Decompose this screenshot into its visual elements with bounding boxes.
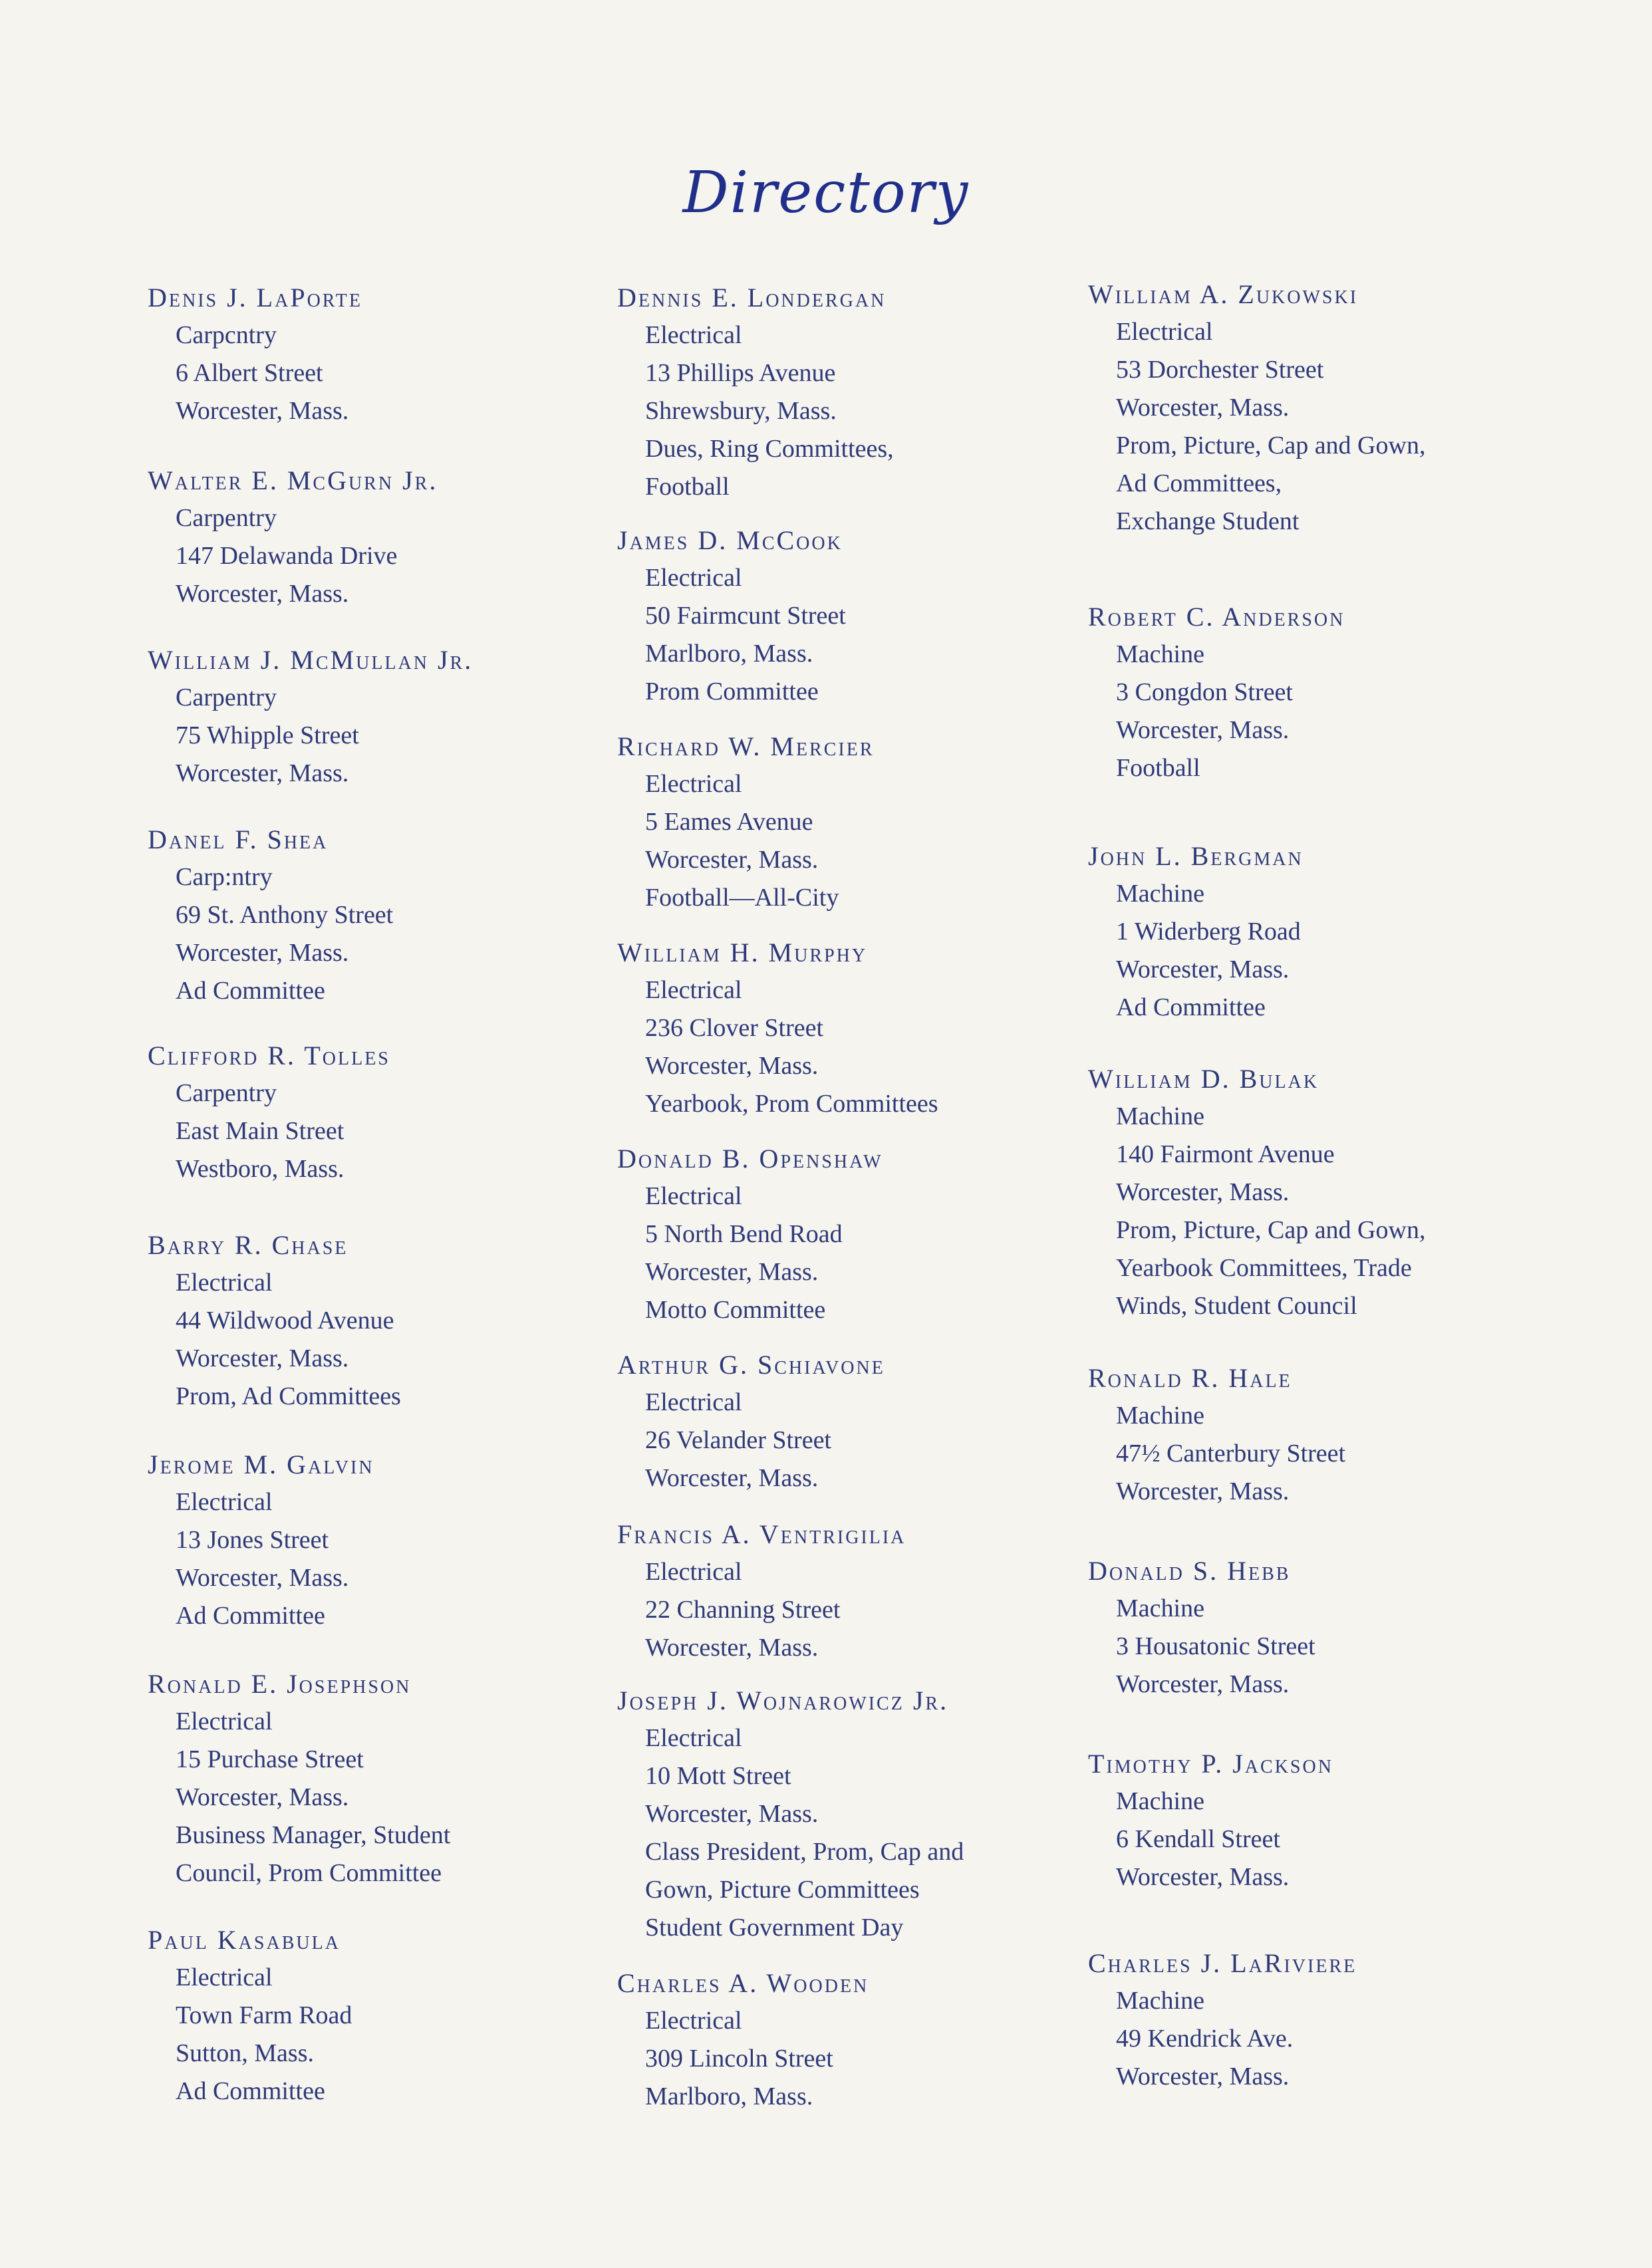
entry-line: 236 Clover Street bbox=[645, 1014, 824, 1042]
entry-line: Gown, Picture Committees bbox=[645, 1876, 920, 1904]
entry-line: Machine bbox=[1116, 1787, 1204, 1815]
directory-entry bbox=[617, 1140, 1123, 1329]
entry-line: Machine bbox=[1116, 1402, 1204, 1430]
entry-line: Marlboro, Mass. bbox=[645, 2082, 813, 2110]
entry-line: Worcester, Mass. bbox=[1116, 1178, 1290, 1206]
entry-line: Marlboro, Mass. bbox=[645, 640, 813, 668]
entry-line: Electrical bbox=[645, 1388, 742, 1416]
entry-line: 13 Phillips Avenue bbox=[645, 359, 836, 387]
entry-line: 49 Kendrick Ave. bbox=[1116, 2025, 1294, 2053]
directory-entry bbox=[148, 279, 653, 430]
entry-line: 15 Purchase Street bbox=[176, 1745, 364, 1773]
directory-entry bbox=[148, 821, 653, 1010]
entry-line: Exchange Student bbox=[1116, 507, 1300, 535]
entry-line: Ad Committee bbox=[176, 2077, 325, 2105]
directory-entry bbox=[148, 462, 653, 613]
entry-line: Motto Committee bbox=[645, 1296, 826, 1324]
entry-line: Machine bbox=[1116, 640, 1204, 668]
entry-line: Business Manager, Student bbox=[176, 1821, 451, 1849]
entry-line: 140 Fairmont Avenue bbox=[1116, 1140, 1335, 1168]
entry-line: Electrical bbox=[645, 564, 742, 592]
entry-line: Football—All-City bbox=[645, 884, 839, 912]
entry-line: 3 Congdon Street bbox=[1116, 678, 1293, 706]
entry-name: Clifford R. Tolles bbox=[148, 1041, 390, 1071]
entry-line: Carpcntry bbox=[176, 321, 277, 349]
entry-line: Dues, Ring Committees, bbox=[645, 435, 894, 463]
entry-name: Joseph J. Wojnarowicz Jr. bbox=[617, 1686, 949, 1715]
entry-line: 13 Jones Street bbox=[176, 1526, 329, 1554]
directory-entry bbox=[617, 1965, 1123, 2116]
entry-line: Electrical bbox=[645, 770, 742, 798]
directory-entry bbox=[148, 1227, 653, 1416]
entry-line: Worcester, Mass. bbox=[1116, 716, 1290, 744]
entry-line: Machine bbox=[1116, 1987, 1204, 2015]
entry-line: Electrical bbox=[176, 1707, 273, 1735]
entry-line: Yearbook Committees, Trade bbox=[1116, 1254, 1412, 1282]
entry-line: Worcester, Mass. bbox=[176, 939, 349, 967]
directory-entry bbox=[1088, 598, 1593, 787]
entry-line: Prom, Picture, Cap and Gown, bbox=[1116, 1216, 1426, 1244]
directory-entry bbox=[1088, 838, 1593, 1027]
entry-line: 69 St. Anthony Street bbox=[176, 901, 394, 929]
entry-line: 22 Channing Street bbox=[645, 1596, 841, 1624]
entry-name: Robert C. Anderson bbox=[1088, 602, 1345, 632]
entry-line: Yearbook, Prom Committees bbox=[645, 1090, 938, 1118]
entry-line: 5 Eames Avenue bbox=[645, 808, 813, 836]
directory-entry bbox=[617, 522, 1123, 711]
entry-line: Electrical bbox=[645, 976, 742, 1004]
entry-name: John L. Bergman bbox=[1088, 841, 1304, 871]
entry-line: Worcester, Mass. bbox=[1116, 1477, 1290, 1505]
entry-line: Electrical bbox=[645, 1558, 742, 1586]
entry-line: 26 Velander Street bbox=[645, 1426, 831, 1454]
entry-name: William D. Bulak bbox=[1088, 1064, 1319, 1094]
directory-entry bbox=[148, 1037, 653, 1188]
entry-line: Ad Committees, bbox=[1116, 469, 1282, 497]
entry-line: Worcester, Mass. bbox=[645, 1464, 819, 1492]
entry-line: Carpentry bbox=[176, 684, 277, 711]
entry-name: Donald B. Openshaw bbox=[617, 1144, 883, 1174]
directory-entry bbox=[1088, 1945, 1593, 2096]
entry-name: Donald S. Hebb bbox=[1088, 1556, 1291, 1586]
entry-line: Worcester, Mass. bbox=[176, 1564, 349, 1592]
directory-entry bbox=[148, 1446, 653, 1635]
entry-line: Electrical bbox=[176, 1963, 273, 1991]
entry-line: Worcester, Mass. bbox=[176, 1344, 349, 1372]
directory-entry bbox=[617, 1682, 1123, 1947]
entry-name: Ronald R. Hale bbox=[1088, 1363, 1292, 1393]
entry-line: Council, Prom Committee bbox=[176, 1859, 442, 1887]
entry-name: Walter E. McGurn Jr. bbox=[148, 465, 438, 495]
entry-line: 47½ Canterbury Street bbox=[1116, 1440, 1346, 1467]
entry-line: Machine bbox=[1116, 1102, 1204, 1130]
entry-line: Carpentry bbox=[176, 1079, 277, 1107]
entry-line: 53 Dorchester Street bbox=[1116, 356, 1324, 384]
entry-line: 50 Fairmcunt Street bbox=[645, 602, 846, 630]
entry-line: Worcester, Mass. bbox=[645, 1052, 819, 1080]
entry-line: 6 Kendall Street bbox=[1116, 1825, 1280, 1853]
directory-entry bbox=[617, 279, 1123, 506]
entry-line: Worcester, Mass. bbox=[645, 1800, 819, 1828]
entry-line: Worcester, Mass. bbox=[1116, 394, 1290, 422]
entry-line: Electrical bbox=[645, 1724, 742, 1752]
entry-line: Class President, Prom, Cap and bbox=[645, 1838, 964, 1866]
entry-name: Jerome M. Galvin bbox=[148, 1449, 374, 1479]
entry-line: 309 Lincoln Street bbox=[645, 2045, 833, 2073]
entry-line: Prom, Picture, Cap and Gown, bbox=[1116, 432, 1426, 459]
entry-line: Worcester, Mass. bbox=[1116, 955, 1290, 983]
entry-name: Barry R. Chase bbox=[148, 1230, 348, 1260]
directory-entry bbox=[148, 642, 653, 793]
entry-name: Arthur G. Schiavone bbox=[617, 1350, 885, 1380]
entry-name: Ronald E. Josephson bbox=[148, 1669, 412, 1699]
entry-line: Westboro, Mass. bbox=[176, 1155, 344, 1183]
entry-line: Ad Committee bbox=[1116, 993, 1266, 1021]
entry-line: Worcester, Mass. bbox=[176, 759, 349, 787]
entry-name: Paul Kasabula bbox=[148, 1925, 341, 1955]
entry-line: 1 Widerberg Road bbox=[1116, 918, 1301, 945]
entry-line: Worcester, Mass. bbox=[1116, 1670, 1290, 1698]
entry-line: Prom, Ad Committees bbox=[176, 1382, 401, 1410]
entry-name: Francis A. Ventrigilia bbox=[617, 1519, 906, 1549]
entry-line: Electrical bbox=[645, 1182, 742, 1210]
entry-line: Electrical bbox=[645, 2007, 742, 2035]
entry-name: William A. Zukowski bbox=[1088, 279, 1359, 309]
entry-line: Football bbox=[1116, 754, 1200, 782]
entry-name: William H. Murphy bbox=[617, 938, 868, 967]
directory-entry bbox=[1088, 1061, 1593, 1325]
entry-line: Electrical bbox=[645, 321, 742, 349]
entry-name: Timothy P. Jackson bbox=[1088, 1749, 1333, 1779]
entry-line: 10 Mott Street bbox=[645, 1762, 791, 1790]
directory-entry bbox=[617, 1516, 1123, 1667]
entry-name: Denis J. LaPorte bbox=[148, 283, 362, 313]
entry-name: Dennis E. Londergan bbox=[617, 283, 887, 313]
entry-line: Worcester, Mass. bbox=[176, 580, 349, 608]
entry-line: Carp:ntry bbox=[176, 863, 273, 891]
entry-name: James D. McCook bbox=[617, 525, 843, 555]
entry-name: William J. McMullan Jr. bbox=[148, 645, 474, 675]
entry-line: 75 Whipple Street bbox=[176, 721, 359, 749]
entry-line: 44 Wildwood Avenue bbox=[176, 1307, 394, 1334]
entry-line: Electrical bbox=[176, 1488, 273, 1516]
page-title: Directory bbox=[682, 160, 970, 226]
entry-line: Prom Committee bbox=[645, 678, 819, 705]
entry-line: Winds, Student Council bbox=[1116, 1292, 1357, 1320]
entry-line: Worcester, Mass. bbox=[1116, 2063, 1290, 2090]
directory-entry bbox=[1088, 1360, 1593, 1511]
entry-line: Town Farm Road bbox=[176, 2001, 352, 2029]
entry-line: Worcester, Mass. bbox=[645, 846, 819, 874]
directory-entry bbox=[1088, 1745, 1593, 1896]
entry-line: 147 Delawanda Drive bbox=[176, 542, 398, 570]
entry-name: Charles A. Wooden bbox=[617, 1968, 869, 1998]
entry-name: Danel F. Shea bbox=[148, 824, 329, 854]
entry-line: 3 Housatonic Street bbox=[1116, 1632, 1315, 1660]
entry-line: Shrewsbury, Mass. bbox=[645, 397, 837, 425]
directory-entry bbox=[148, 1666, 653, 1892]
entry-name: Richard W. Mercier bbox=[617, 731, 875, 761]
directory-entry bbox=[617, 728, 1123, 917]
entry-line: 6 Albert Street bbox=[176, 359, 323, 387]
directory-entry bbox=[617, 934, 1123, 1123]
entry-line: Ad Committee bbox=[176, 1602, 325, 1630]
entry-line: Machine bbox=[1116, 1594, 1204, 1622]
directory-entry bbox=[1088, 1553, 1593, 1703]
entry-line: 5 North Bend Road bbox=[645, 1220, 843, 1248]
directory-entry bbox=[148, 1922, 653, 2110]
entry-line: Electrical bbox=[176, 1269, 273, 1297]
directory-entry bbox=[1088, 276, 1593, 541]
entry-line: Worcester, Mass. bbox=[645, 1634, 819, 1662]
entry-line: Sutton, Mass. bbox=[176, 2039, 314, 2067]
entry-line: Electrical bbox=[1116, 318, 1213, 346]
entry-line: Worcester, Mass. bbox=[176, 1783, 349, 1811]
entry-line: East Main Street bbox=[176, 1117, 344, 1145]
entry-line: Football bbox=[645, 473, 730, 501]
directory-entry bbox=[617, 1346, 1123, 1497]
entry-line: Worcester, Mass. bbox=[645, 1258, 819, 1286]
entry-line: Worcester, Mass. bbox=[1116, 1863, 1290, 1891]
entry-name: Charles J. LaRiviere bbox=[1088, 1948, 1357, 1978]
entry-line: Machine bbox=[1116, 880, 1204, 908]
entry-line: Ad Committee bbox=[176, 977, 325, 1005]
entry-line: Carpentry bbox=[176, 504, 277, 532]
entry-line: Worcester, Mass. bbox=[176, 397, 349, 425]
entry-line: Student Government Day bbox=[645, 1914, 904, 1942]
